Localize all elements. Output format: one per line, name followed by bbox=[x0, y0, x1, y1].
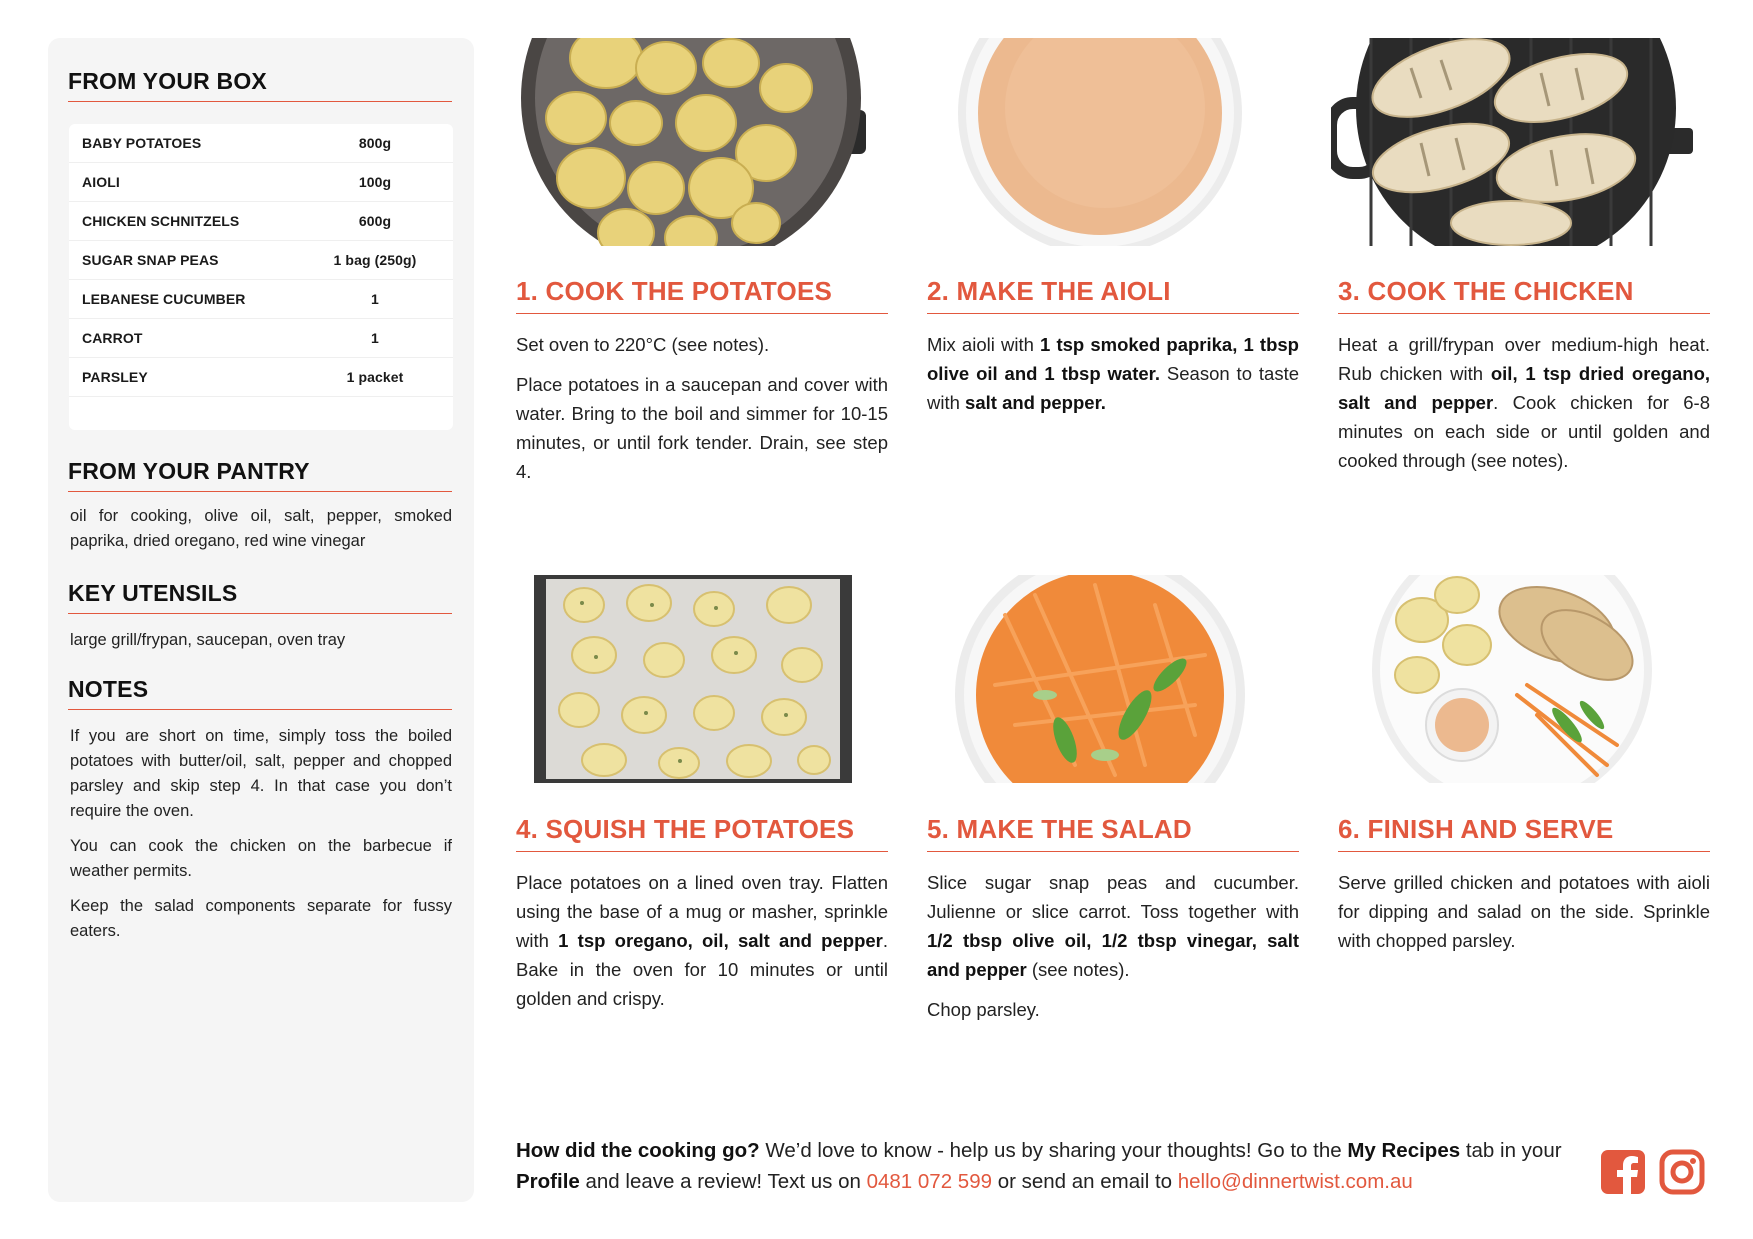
step-title: 4. SQUISH THE POTATOES bbox=[516, 814, 888, 852]
utensils-text: large grill/frypan, saucepan, oven tray bbox=[70, 631, 346, 649]
feedback-question: How did the cooking go? bbox=[516, 1139, 760, 1162]
instruction-text: . Bake in the oven for 10 minutes or until golden and crispy. bbox=[516, 930, 888, 1009]
instruction-text: (see notes). bbox=[1026, 959, 1130, 980]
ingredient-qty: 1 packet bbox=[346, 369, 404, 385]
instruction-text: Chop parsley. bbox=[927, 999, 1040, 1020]
instruction-text: Place potatoes on a lined oven tray. Flatten using the base of a mug or masher, sprinkle with bbox=[516, 872, 888, 951]
pantry-text: oil for cooking, olive oil, salt, pepper, smoked paprika, dried oregano, red wine vinegar bbox=[70, 507, 452, 550]
footer-text: and leave a review! Text us on bbox=[579, 1170, 867, 1193]
step-body bbox=[516, 868, 888, 1024]
step-paragraph bbox=[516, 868, 888, 1013]
ingredient-name: BABY POTATOES bbox=[82, 135, 202, 151]
pantry-heading: FROM YOUR PANTRY bbox=[68, 458, 452, 492]
ingredient-name: SUGAR SNAP PEAS bbox=[82, 252, 219, 268]
ingredient-name: CHICKEN SCHNITZELS bbox=[82, 213, 240, 229]
step-paragraph bbox=[1338, 330, 1710, 475]
instruction-text: Season to taste with bbox=[927, 363, 1299, 413]
step-body bbox=[927, 868, 1299, 1035]
profile-link[interactable]: Profile bbox=[516, 1170, 580, 1193]
ingredient-qty: 1 bbox=[371, 330, 379, 346]
ingredient-name: LEBANESE CUCUMBER bbox=[82, 291, 246, 307]
ingredient-row bbox=[69, 163, 453, 202]
footer-text: or send an email to bbox=[992, 1170, 1178, 1193]
box-heading: FROM YOUR BOX bbox=[68, 68, 452, 102]
bold-ingredient-text: 1 tsp oregano, oil, salt and pepper bbox=[558, 930, 883, 951]
instruction-text: Mix aioli with bbox=[927, 334, 1041, 355]
my-recipes-link[interactable]: My Recipes bbox=[1347, 1139, 1461, 1162]
instruction-text: Serve grilled chicken and potatoes with aioli for dipping and salad on the side. Sprinkle with chopped parsley. bbox=[1338, 872, 1710, 951]
ingredient-qty: 800g bbox=[358, 135, 392, 151]
step-paragraph bbox=[927, 330, 1299, 417]
ingredient-row bbox=[69, 124, 453, 163]
instagram-icon[interactable] bbox=[1659, 1149, 1705, 1195]
step-title: 3. COOK THE CHICKEN bbox=[1338, 276, 1710, 314]
note: You can cook the chicken on the barbecue if weather permits. bbox=[70, 837, 452, 880]
chicken-on-grill-pan-photo bbox=[1331, 38, 1693, 246]
note: If you are short on time, simply toss the boiled potatoes with butter/oil, salt, pepper and chopped parsley and skip step 4. In that case you don’t require the oven. bbox=[70, 727, 452, 820]
ingredient-name: CARROT bbox=[82, 330, 143, 346]
step-title: 1. COOK THE POTATOES bbox=[516, 276, 888, 314]
notes-heading: NOTES bbox=[68, 676, 452, 710]
step-title: 6. FINISH AND SERVE bbox=[1338, 814, 1710, 852]
ingredient-row bbox=[69, 319, 453, 358]
ingredient-name: AIOLI bbox=[82, 174, 120, 190]
instruction-text: Place potatoes in a saucepan and cover with water. Bring to the boil and simmer for 10-15 minutes, or until fork tender. Drain, see step 4. bbox=[516, 374, 888, 482]
ingredient-qty: 100g bbox=[358, 174, 392, 190]
carrot-salad-bowl-photo bbox=[955, 575, 1245, 783]
step-paragraph bbox=[516, 370, 888, 486]
potatoes-in-saucepan-photo bbox=[516, 38, 878, 246]
bold-ingredient-text: salt and pepper. bbox=[965, 392, 1106, 413]
step-paragraph bbox=[927, 995, 1299, 1024]
instruction-text: Slice sugar snap peas and cucumber. Julienne or slice carrot. Toss together with bbox=[927, 872, 1299, 922]
step-paragraph bbox=[516, 330, 888, 359]
step-body bbox=[516, 330, 888, 497]
step-body bbox=[927, 330, 1299, 428]
ingredient-qty: 1 bbox=[371, 291, 379, 307]
bold-ingredient-text: 1 tsp smoked paprika, 1 tbsp olive oil and 1 tbsp water. bbox=[927, 334, 1299, 384]
ingredient-name: PARSLEY bbox=[82, 369, 148, 385]
feedback-footer bbox=[516, 1135, 1576, 1197]
step-paragraph bbox=[1338, 868, 1710, 955]
sidebar bbox=[48, 38, 474, 1202]
email-link[interactable]: hello@dinnertwist.com.au bbox=[1177, 1170, 1413, 1193]
bold-ingredient-text: oil, 1 tsp dried oregano, salt and pepper bbox=[1338, 363, 1711, 413]
ingredient-row bbox=[69, 358, 453, 397]
ingredients-table bbox=[69, 124, 453, 430]
step-title: 2. MAKE THE AIOLI bbox=[927, 276, 1299, 314]
facebook-icon[interactable] bbox=[1600, 1149, 1646, 1195]
ingredient-row bbox=[69, 202, 453, 241]
ingredient-row bbox=[69, 280, 453, 319]
step-body bbox=[1338, 868, 1710, 966]
instruction-text: Set oven to 220°C (see notes). bbox=[516, 334, 770, 355]
ingredient-qty: 600g bbox=[358, 213, 392, 229]
footer-text: tab in your bbox=[1460, 1139, 1562, 1162]
phone-link[interactable]: 0481 072 599 bbox=[866, 1170, 992, 1193]
bold-ingredient-text: 1/2 tbsp olive oil, 1/2 tbsp vinegar, salt and pepper bbox=[927, 930, 1299, 980]
instruction-text: Heat a grill/frypan over medium-high heat. Rub chicken with bbox=[1338, 334, 1710, 384]
step-body bbox=[1338, 330, 1710, 486]
notes-list bbox=[70, 724, 452, 954]
aioli-bowl-photo bbox=[955, 38, 1245, 246]
utensils-heading: KEY UTENSILS bbox=[68, 580, 452, 614]
ingredient-row bbox=[69, 241, 453, 280]
step-title: 5. MAKE THE SALAD bbox=[927, 814, 1299, 852]
step-paragraph bbox=[927, 868, 1299, 984]
footer-text: We’d love to know - help us by sharing your thoughts! Go to the bbox=[759, 1139, 1348, 1162]
plated-dish-photo bbox=[1367, 575, 1657, 783]
note: Keep the salad components separate for fussy eaters. bbox=[70, 897, 452, 940]
squished-potatoes-tray-photo bbox=[534, 575, 852, 783]
instruction-text: . Cook chicken for 6-8 minutes on each side or until golden and cooked through (see notes). bbox=[1338, 392, 1710, 471]
ingredient-qty: 1 bag (250g) bbox=[333, 252, 417, 268]
